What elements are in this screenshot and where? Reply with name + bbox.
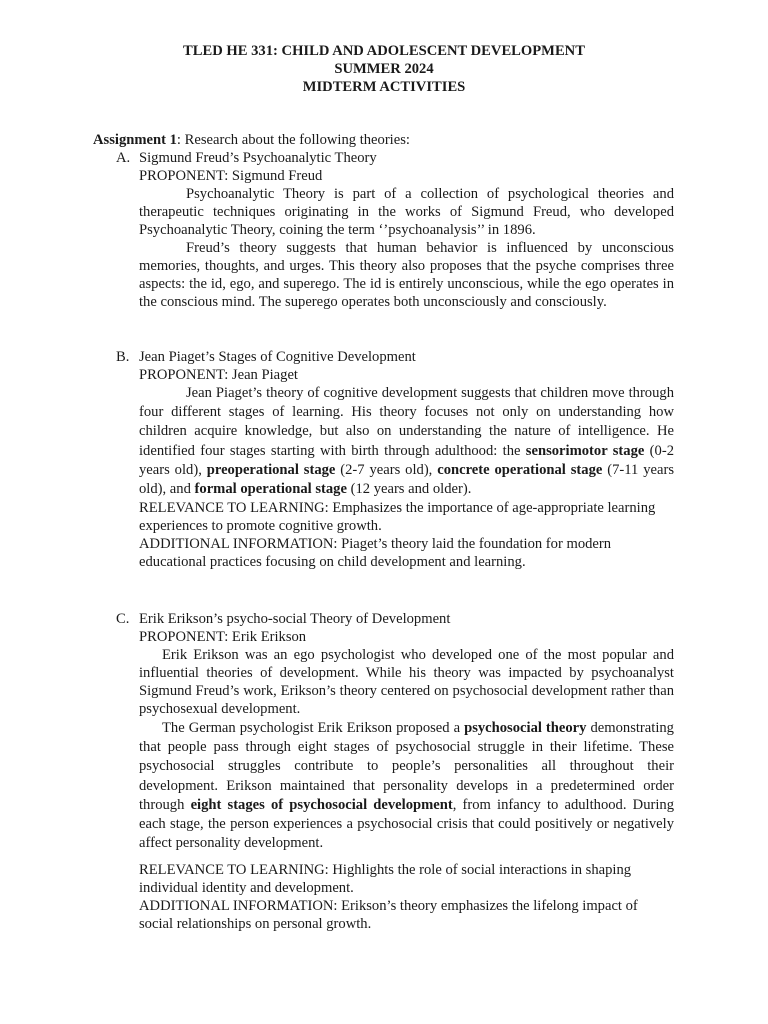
stage-age-3: (7-11 years old), and [139,461,674,498]
section-a-paragraph-1: Psychoanalytic Theory is part of a collection of psychological theories and therapeutic techniques originating in the works of Sigmund Freud, who developed Psychoanalytic Theory, coining the term ‘’psychoanalysis’’ in 1896. [139,186,674,238]
document-header [0,42,768,96]
section-c-proponent: PROPONENT: Erik Erikson [139,629,307,645]
eight-stages-term: eight stages of psychosocial development [190,796,453,813]
section-a-letter: A. [116,150,131,166]
section-b-letter: B. [116,349,130,365]
assignment-label: Assignment 1 [93,132,177,148]
stage-sensorimotor: sensorimotor stage [525,442,645,459]
section-c-title: Erik Erikson’s psycho-social Theory of Development [139,611,451,627]
psychosocial-theory-term: psychosocial theory [464,720,587,736]
section-b-proponent: PROPONENT: Jean Piaget [139,367,298,383]
section-b-relevance: RELEVANCE TO LEARNING: Emphasizes the importance of age-appropriate learning experiences to promote cognitive growth. [139,500,656,535]
assignment-text: : Research about the following theories: [176,132,410,148]
section-a-title: Sigmund Freud’s Psychoanalytic Theory [139,150,377,166]
stage-age-4: (12 years and older). [346,481,472,498]
section-c-additional-info: ADDITIONAL INFORMATION: Erikson’s theory emphasizes the lifelong impact of social relationships on personal growth. [139,898,638,933]
section-a-paragraph-2: Freud’s theory suggests that human behavior is influenced by unconscious memories, thoughts, and urges. This theory also proposes that the psyche comprises three aspects: the id, ego, and superego. The id is entirely unconscious, while the ego operates in the conscious mind. The superego operates both unconsciously and consciously. [139,240,674,310]
section-c-letter: C. [116,611,130,627]
section-a-heading [116,149,676,167]
stage-age-2: (2-7 years old), [335,461,438,478]
section-c-p2-end: , from infancy to adulthood. During each stage, the person experiences a psychosocial crisis that could positively or negatively affect personality development. [139,796,674,852]
section-b-intro: Jean Piaget’s theory of cognitive development suggests that children move through four different stages of learning. His theory focuses not only on understanding how children acquire knowledge, but also on understanding the nature of intelligence. He identified four stages starting with birth through adulthood: the [139,385,674,459]
section-b-heading [116,348,676,366]
section-a [116,149,676,311]
course-title: TLED HE 331: CHILD AND ADOLESCENT DEVELOPMENT [183,43,585,59]
stage-age-1: (0-2 years old), [139,442,674,478]
section-b-paragraph-1 [139,384,674,499]
section-c-paragraph-1: Erik Erikson was an ego psychologist who developed one of the most popular and influential theories of development. While his theory was impacted by psychoanalyst Sigmund Freud’s work, Erikson’s theory centered on psychosocial development rather than psychosexual development. [139,647,674,717]
assignment-heading [93,131,410,149]
section-c-relevance: RELEVANCE TO LEARNING: Highlights the role of social interactions in shaping individual identity and development. [139,862,632,897]
page-title: MIDTERM ACTIVITIES [302,79,466,95]
section-c-p2-middle: demonstrating that people pass through eight stages of psychosocial struggle in their lifetime. These psychosocial struggles contribute to people’s personalities all throughout their development. Erikson maintained that personality develops in a predetermined order through [139,720,674,813]
stage-concrete-operational: concrete operational stage [437,461,603,478]
section-b-additional-info: ADDITIONAL INFORMATION: Piaget’s theory laid the foundation for modern educational practices focusing on child development and learning. [139,536,612,571]
stage-preoperational: preoperational stage [206,461,336,478]
section-c-p2-intro: The German psychologist Erik Erikson proposed a [162,720,465,736]
section-b-title: Jean Piaget’s Stages of Cognitive Development [139,349,416,365]
section-c-heading [116,610,676,628]
stage-formal-operational: formal operational stage [194,481,347,498]
section-c-paragraph-2 [139,719,674,853]
section-b [116,348,676,571]
section-c [116,610,676,933]
section-a-proponent: PROPONENT: Sigmund Freud [139,168,323,184]
term-label: SUMMER 2024 [334,61,434,77]
